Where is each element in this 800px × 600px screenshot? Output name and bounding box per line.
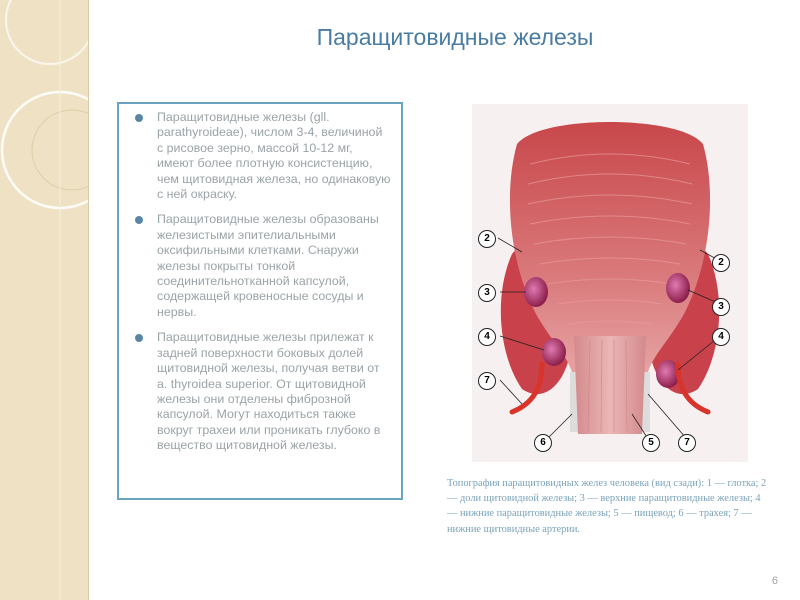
- bullet-item: [129, 330, 391, 453]
- text-box: [117, 102, 403, 500]
- callout-4-left: 4: [478, 328, 496, 346]
- callout-4-right: 4: [712, 328, 730, 346]
- upper-parathyroid-right: [666, 273, 690, 303]
- lower-parathyroid-left: [542, 338, 566, 366]
- callout-3-right: 3: [712, 298, 730, 316]
- slide-title: Паращитовидные железы: [316, 24, 594, 50]
- callout-2-right: 2: [712, 254, 730, 272]
- bullet-text: Паращитовидные железы (gll. parathyroideae), числом 3-4, величиной с рисовое зерно, массой 10-12 мг, имеют более плотную консистенцию, чем щитовидная железа, но одинаковую с ней окраску.: [157, 110, 391, 202]
- parathyroid-illustration: [472, 104, 748, 462]
- callout-6: 6: [534, 434, 552, 452]
- bullet-text: Паращитовидные железы образованы железистыми эпителиальными оксифильными клетками. Снаружи железы покрыты тонкой соединительнотканной капсулой, содержащей кровеносные сосуды и нервы.: [157, 212, 379, 319]
- bullet-dot-icon: [135, 216, 143, 224]
- callout-7-left: 7: [478, 372, 496, 390]
- callout-3-left: 3: [478, 284, 496, 302]
- bullet-dot-icon: [135, 114, 143, 122]
- page-number: 6: [771, 575, 778, 587]
- callout-2-left: 2: [478, 230, 496, 248]
- decorative-side-band: [0, 0, 89, 600]
- decorative-circles: [0, 0, 88, 600]
- anatomy-figure: [472, 104, 748, 462]
- callout-5: 5: [642, 434, 660, 452]
- bullet-text: Паращитовидные железы прилежат к задней поверхности боковых долей щитовидной железы, получая ветви от a. thyroidea superior. От щитовидной железы они отделены фиброзной капсулой. Могут находиться также вокруг трахеи или проникать глубоко в вещество щитовидной железы.: [157, 330, 381, 453]
- figure-caption: Топография паращитовидных желез человека (вид сзади): 1 — глотка; 2 — доли щитовидной железы; 3 — верхние паращитовидные железы; 4 — нижние паращитовидные железы; 5 — пищевод; 6 — трахея; 7 — нижние щитовидные артерии.: [447, 478, 767, 535]
- upper-parathyroid-left: [524, 277, 548, 307]
- callout-7-right: 7: [678, 434, 696, 452]
- bullet-item: [129, 212, 391, 320]
- bullet-dot-icon: [135, 334, 143, 342]
- bullet-item: [129, 110, 391, 202]
